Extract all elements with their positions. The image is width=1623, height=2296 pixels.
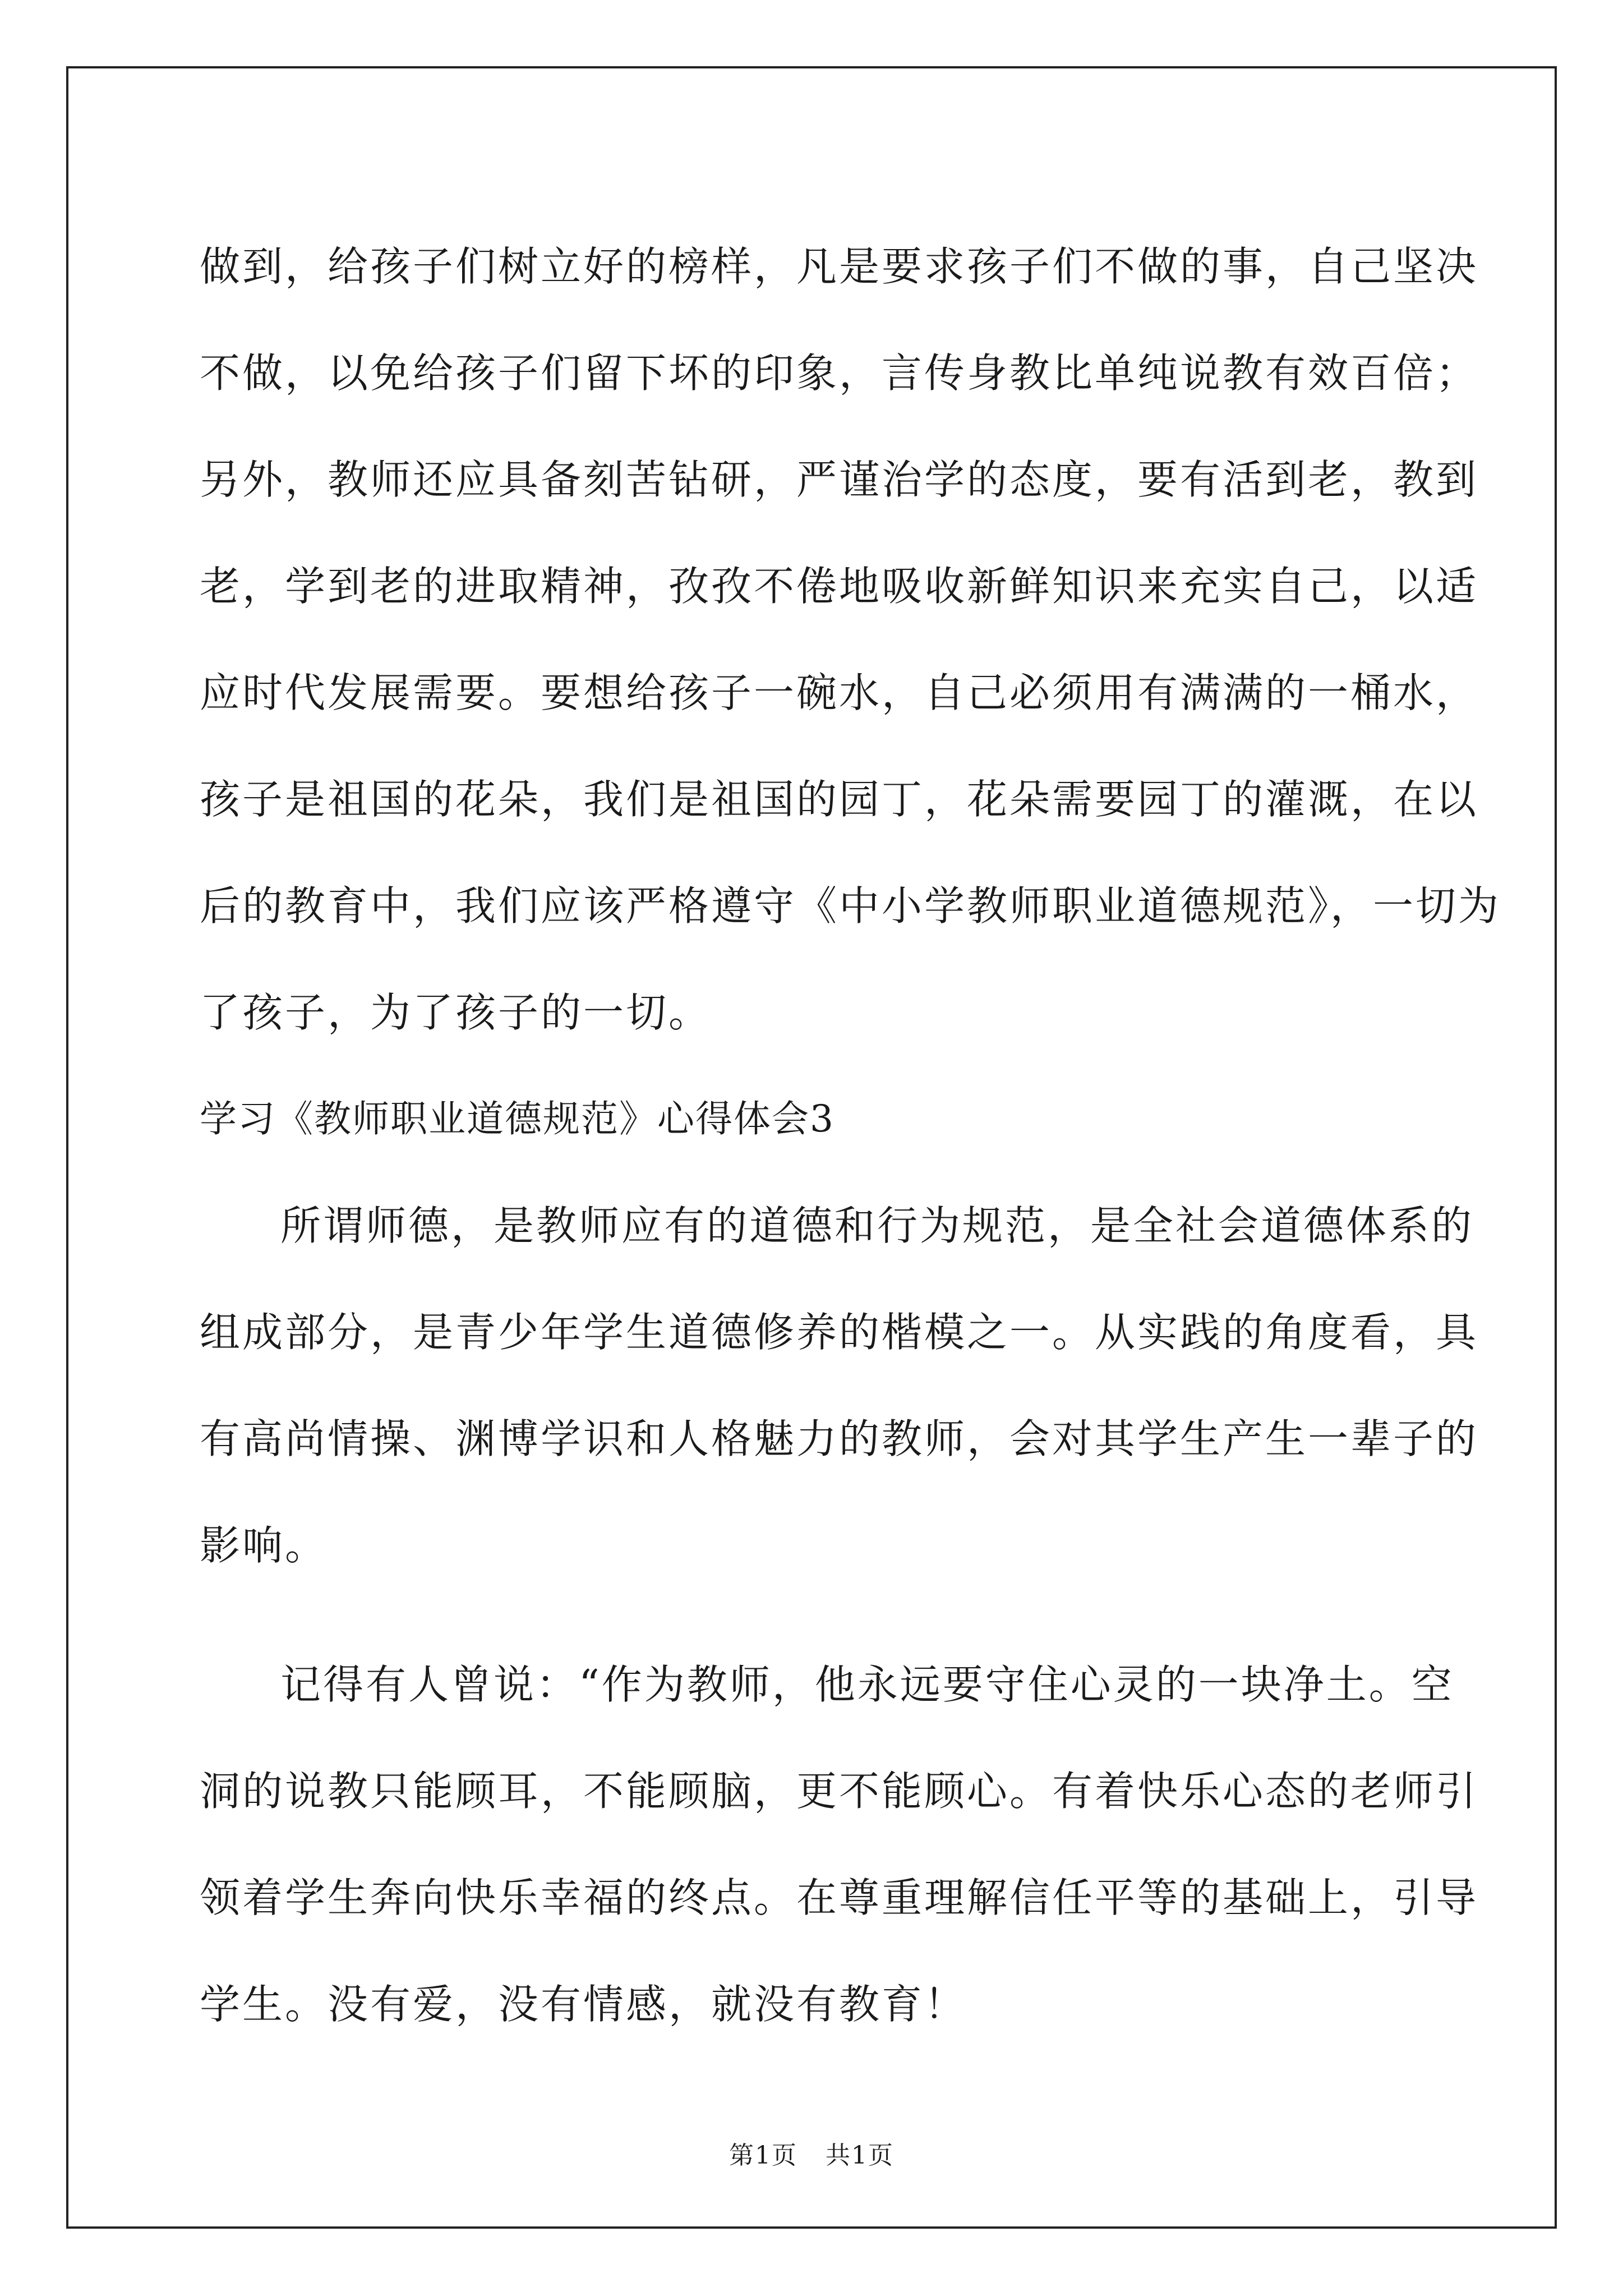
- text-line: 做到，给孩子们树立好的榜样，凡是要求孩子们不做的事，自己坚决: [200, 243, 1479, 290]
- text-line: 后的教育中，我们应该严格遵守《中小学教师职业道德规范》，一切为: [200, 882, 1501, 930]
- paragraph-line: 领着学生奔向快乐幸福的终点。在尊重理解信任平等的基础上，引导: [200, 1874, 1479, 1921]
- paragraph-line: 所谓师德，是教师应有的道德和行为规范，是全社会道德体系的: [280, 1202, 1474, 1249]
- paragraph-line: 有高尚情操、渊博学识和人格魅力的教师，会对其学生产生一辈子的: [200, 1415, 1479, 1462]
- text-line: 了孩子，为了孩子的一切。: [200, 989, 712, 1036]
- text-line: 孩子是祖国的花朵，我们是祖国的园丁，花朵需要园丁的灌溉，在以: [200, 776, 1479, 823]
- paragraph-line: 组成部分，是青少年学生道德修养的楷模之一。从实践的角度看，具: [200, 1309, 1479, 1356]
- page-footer: [0, 2135, 1623, 2171]
- paragraph-line: 洞的说教只能顾耳，不能顾脑，更不能顾心。有着快乐心态的老师引: [200, 1768, 1479, 1815]
- text-line: 老，学到老的进取精神，孜孜不倦地吸收新鲜知识来充实自己，以适: [200, 563, 1479, 610]
- paragraph-line: 影响。: [200, 1522, 328, 1569]
- paragraph-line: 学生。没有爱，没有情感，就没有教育！: [200, 1981, 967, 2028]
- text-line: 另外，教师还应具备刻苦钻研，严谨治学的态度，要有活到老，教到: [200, 456, 1479, 503]
- paragraph-line: 记得有人曾说：“作为教师，他永远要守住心灵的一块净土。空: [280, 1661, 1454, 1708]
- document-body: [200, 213, 1501, 2058]
- page-number: 第1页: [729, 2141, 797, 2170]
- page-total: 共1页: [826, 2141, 894, 2170]
- text-line: 应时代发展需要。要想给孩子一碗水，自己必须用有满满的一桶水，: [200, 669, 1479, 716]
- text-line: 不做，以免给孩子们留下坏的印象，言传身教比单纯说教有效百倍；: [200, 349, 1479, 397]
- section-heading: 学习《教师职业道德规范》心得体会3: [200, 1097, 834, 1140]
